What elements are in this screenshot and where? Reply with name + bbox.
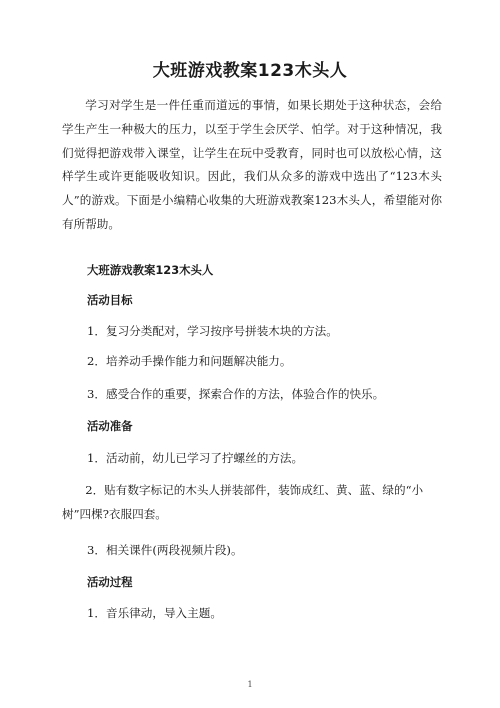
intro-paragraph: 学习对学生是一件任重而道远的事情，如果长期处于这种状态，会给学生产生一种极大的压力，以至于学生会厌学、怕学。对于这种情况，我们觉得把游戏带入课堂，让学生在玩中受教育，同时也可以放松心情，这样学生或许更能吸收知识。因此，我们从众多的游戏中选出了“123木头人”的游戏。下面是小编精心收集的大班游戏教案123木头人，希望能对你有所帮助。 xyxy=(62,98,442,231)
section-heading-process: 活动过程 xyxy=(87,575,133,589)
prep-item-2: 2．贴有数字标记的木头人拼装部件，装饰成红、黄、蓝、绿的“小树”四棵?衣服四套。 xyxy=(62,483,424,521)
prep-item-3: 3．相关课件(两段视频片段)。 xyxy=(87,543,243,557)
page-number: 1 xyxy=(247,680,253,689)
goal-item-1: 1．复习分类配对，学习按序号拼装木块的方法。 xyxy=(87,324,338,338)
subtitle-heading: 大班游戏教案123木头人 xyxy=(87,263,214,277)
goal-item-2: 2．培养动手操作能力和问题解决能力。 xyxy=(87,354,292,368)
goal-item-3: 3．感受合作的重要，探索合作的方法，体验合作的快乐。 xyxy=(87,387,385,401)
process-item-1: 1．音乐律动，导入主题。 xyxy=(87,606,222,620)
prep-item-1: 1．活动前，幼儿已学习了拧螺丝的方法。 xyxy=(87,451,304,465)
section-heading-preparation: 活动准备 xyxy=(87,419,133,433)
document-title: 大班游戏教案123木头人 xyxy=(152,61,348,81)
section-heading-goals: 活动目标 xyxy=(87,293,133,307)
